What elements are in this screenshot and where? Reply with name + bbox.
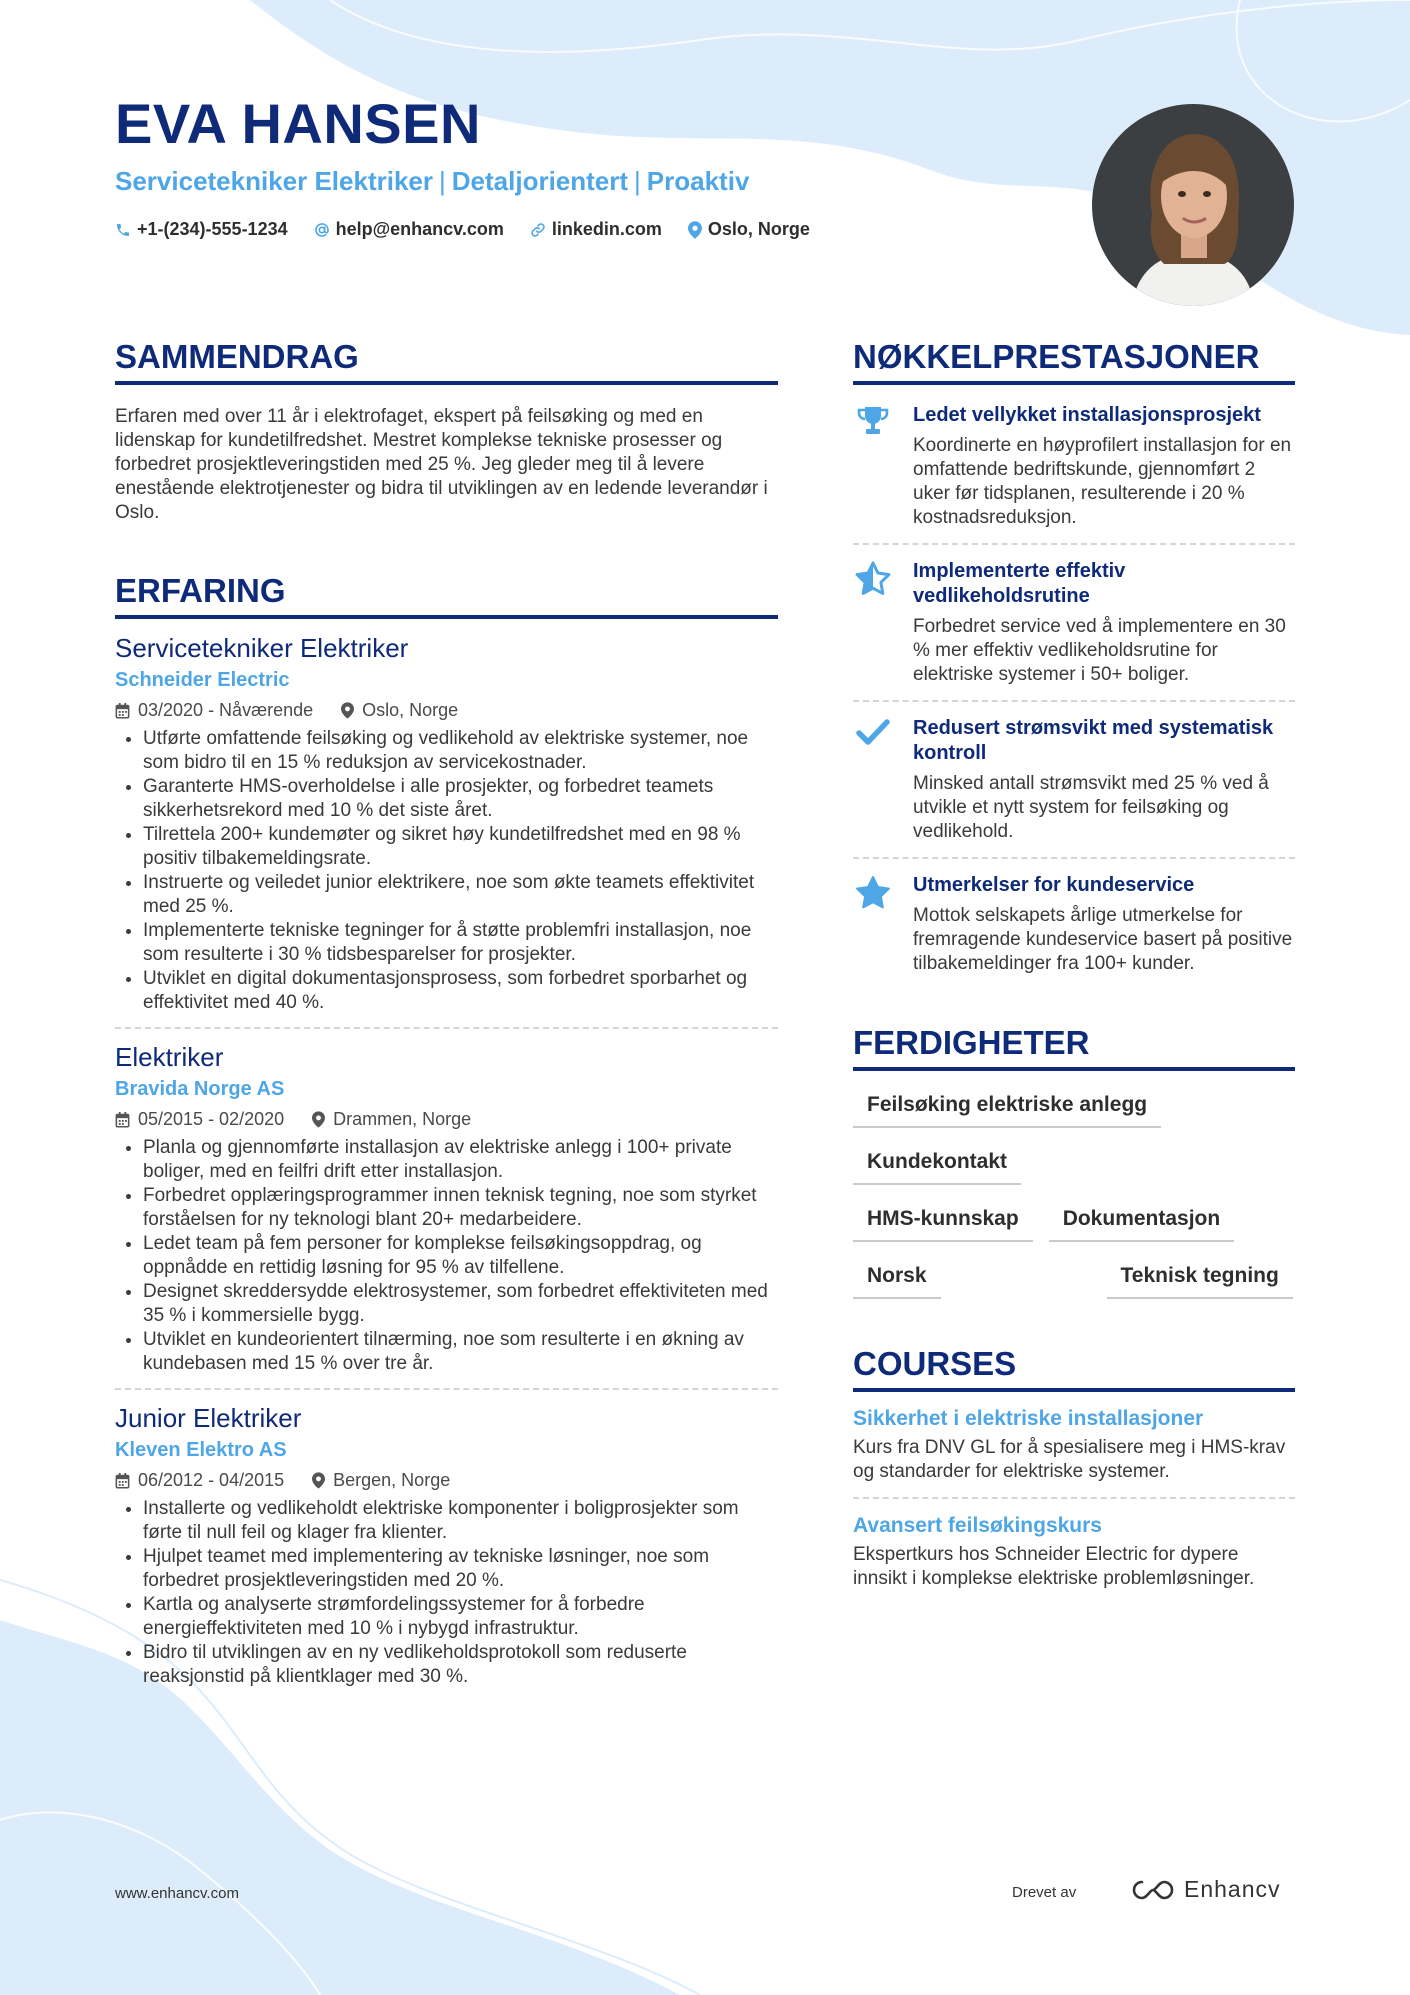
courses-list [853,1406,1295,1591]
job-bullet: • Bidro til utviklingen av en ny vedlikeholdsprotokoll som reduserte reaksjonstid på klientklager med 30 %. [143,1641,778,1689]
at-icon [314,222,330,238]
course-desc: Ekspertkurs hos Schneider Electric for dypere innsikt i komplekse elektriske problemløsninger. [853,1544,1255,1589]
right-column [853,340,1295,1591]
company-name[interactable]: Bravida Norge AS [115,1078,285,1100]
job-bullet: • Designet skreddersydde elektrosystemer, som forbedret effektiviteten med 35 % i kommersielle bygg. [143,1280,778,1328]
course-item [853,1513,1295,1591]
location-pin-icon [688,221,702,239]
enhancv-logo-icon [1130,1878,1176,1902]
email-text: help@enhancv.com [335,219,504,239]
skill-tag: Norsk [853,1256,941,1299]
job-location-text: Drammen, Norge [333,1109,472,1129]
achievement-desc: Mottok selskapets årlige utmerkelse for fremragende kundeservice basert på positive tilbakemeldinger fra 100+ kunder. [913,905,1293,974]
left-column [115,340,778,1689]
job-bullet: • Tilrettela 200+ kundemøter og sikret høy kundetilfredshet med en 98 % positiv tilbakemeldingsrate. [143,823,778,871]
job-meta [115,1109,778,1130]
headline-separator: | [634,166,641,196]
profile-photo [1092,104,1294,306]
achievement-desc: Koordinerte en høyprofilert installasjon for en omfattende bedriftskunde, gjennomført 2 uker før tidsplanen, resulterende i 20 % kostnadsreduksjon. [913,435,1292,528]
contact-linkedin[interactable] [530,219,662,240]
contact-phone[interactable] [115,219,288,240]
skills-list [853,1085,1295,1299]
headline-part: Proaktiv [646,166,750,196]
section-title-skills: FERDIGHETER [853,1026,1295,1071]
course-title: Sikkerhet i elektriske installasjoner [853,1407,1204,1430]
footer-brand: Enhancv [1184,1876,1281,1902]
divider [853,543,1295,545]
job-dates-text: 03/2020 - Nåværende [138,700,314,720]
job-title: Elektriker [115,1042,224,1072]
star-filled-icon [855,875,891,909]
footer-website[interactable]: www.enhancv.com [115,1885,239,1902]
job-dates-text: 05/2015 - 02/2020 [138,1109,285,1129]
divider [115,1027,778,1029]
calendar-icon [115,703,130,719]
trophy-icon [856,405,890,437]
contact-location [688,219,810,240]
course-item [853,1406,1295,1484]
job-dates [115,700,313,721]
job-location [312,1109,471,1130]
job-entry [115,1042,778,1376]
achievements-list [853,403,1295,976]
job-bullets [115,1136,778,1376]
job-dates-text: 06/2012 - 04/2015 [138,1470,285,1490]
achievement-item [853,403,1295,530]
job-bullets [115,1497,778,1689]
star-outline-icon [855,561,891,595]
location-pin-icon [312,1472,325,1489]
achievement-title: Ledet vellykket installasjonsprosjekt [913,404,1261,426]
enhancv-logo[interactable] [1130,1876,1281,1903]
job-bullet: • Garanterte HMS-overholdelse i alle prosjekter, og forbedret teamets sikkerhetsrekord med 10 % det siste året. [143,775,778,823]
location-pin-icon [312,1111,325,1128]
section-title-achievements: NØKKELPRESTASJONER [853,340,1295,385]
contact-email[interactable] [314,219,504,240]
calendar-icon [115,1473,130,1489]
footer-powered-by: Drevet av [1012,1884,1077,1901]
divider [853,700,1295,702]
location-text: Oslo, Norge [707,219,810,239]
job-location [312,1470,450,1491]
job-bullet: • Utførte omfattende feilsøking og vedlikehold av elektriske systemer, noe som bidro til en 15 % reduksjon av servicekostnader. [143,727,778,775]
phone-text: +1-(234)-555-1234 [137,219,288,239]
headline-part: Servicetekniker Elektriker [115,166,433,196]
job-bullet: • Utviklet en kundeorientert tilnærming, noe som resulterte i en økning av kundebasen med 15 % over tre år. [143,1328,778,1376]
section-title-experience: ERFARING [115,574,778,619]
job-location-text: Oslo, Norge [362,700,459,720]
job-bullet: • Planla og gjennomførte installasjon av elektriske anlegg i 100+ private boliger, med en feilfri drift etter installasjon. [143,1136,778,1184]
job-entry [115,633,778,1015]
calendar-icon [115,1112,130,1128]
course-title: Avansert feilsøkingskurs [853,1514,1102,1537]
job-title: Servicetekniker Elektriker [115,633,409,663]
section-title-courses: COURSES [853,1347,1295,1392]
job-bullet: • Installerte og vedlikeholdt elektriske komponenter i boligprosjekter som førte til null feil og klager fra klienter. [143,1497,778,1545]
phone-icon [115,222,131,238]
job-dates [115,1109,284,1130]
divider [853,857,1295,859]
job-location [341,700,458,721]
achievement-item [853,716,1295,844]
skill-tag: Dokumentasjon [1049,1199,1235,1242]
link-icon [530,222,546,238]
divider [853,1497,1295,1499]
candidate-name: EVA HANSEN [115,92,481,155]
job-bullet: • Utviklet en digital dokumentasjonsprosess, som forbedret sporbarhet og effektivitet med 40 %. [143,967,778,1015]
summary-text: Erfaren med over 11 år i elektrofaget, ekspert på feilsøking og med en lidenskap for kundetilfredshet. Mestret komplekse tekniske prosesser og forbedret prosjektleveringstiden med 25 %. Jeg gleder meg til å levere enestående elektrotjenester og bidra til utviklingen av en ledende leverandør i Oslo. [115,406,768,523]
achievement-title: Implementerte effektiv vedlikeholdsrutine [913,560,1126,607]
skill-tag: Teknisk tegning [1107,1256,1293,1299]
achievement-item [853,873,1295,976]
job-bullet: • Implementerte tekniske tegninger for å støtte problemfri installasjon, noe som resulterte i 30 % tidsbesparelser for prosjekter. [143,919,778,967]
headline [115,166,749,197]
job-bullet: • Ledet team på fem personer for komplekse feilsøkingsoppdrag, og oppnådde en rettidig løsning for 95 % av tilfellene. [143,1232,778,1280]
section-title-summary: SAMMENDRAG [115,340,778,385]
job-bullet: • Kartla og analyserte strømfordelingssystemer for å forbedre energieffektiviteten med 10 % i nybygd infrastruktur. [143,1593,778,1641]
job-meta [115,1470,778,1491]
achievement-desc: Minsked antall strømsvikt med 25 % ved å utvikle et nytt system for feilsøking og vedlikehold. [913,773,1269,842]
linkedin-text: linkedin.com [551,219,662,239]
skill-tag: HMS-kunnskap [853,1199,1033,1242]
job-entry [115,1403,778,1689]
skill-tag: Kundekontakt [853,1142,1021,1185]
location-pin-icon [341,702,354,719]
headline-part: Detaljorientert [451,166,629,196]
company-name[interactable]: Kleven Elektro AS [115,1439,287,1461]
job-meta [115,700,778,721]
job-title: Junior Elektriker [115,1403,302,1433]
divider [115,1388,778,1390]
job-bullets [115,727,778,1015]
job-location-text: Bergen, Norge [333,1470,451,1490]
achievement-desc: Forbedret service ved å implementere en 30 % mer effektiv vedlikeholdsrutine for elektriske systemer i 50+ boliger. [913,616,1286,685]
job-bullet: • Forbedret opplæringsprogrammer innen teknisk tegning, noe som styrket forståelsen for ny teknologi blant 20+ medarbeidere. [143,1184,778,1232]
achievement-item [853,559,1295,687]
achievement-title: Redusert strømsvikt med systematisk kontroll [913,717,1274,764]
checkmark-icon [856,718,890,746]
contact-bar [115,219,810,240]
achievement-title: Utmerkelser for kundeservice [913,874,1195,896]
job-bullet: • Instruerte og veiledet junior elektrikere, noe som økte teamets effektivitet med 25 %. [143,871,778,919]
job-dates [115,1470,284,1491]
headline-separator: | [439,166,446,196]
company-name[interactable]: Schneider Electric [115,669,290,691]
skill-tag: Feilsøking elektriske anlegg [853,1085,1161,1128]
course-desc: Kurs fra DNV GL for å spesialisere meg i HMS-krav og standarder for elektriske systemer. [853,1437,1286,1482]
job-bullet: • Hjulpet teamet med implementering av tekniske løsninger, noe som forbedret prosjektleveringstiden med 20 %. [143,1545,778,1593]
